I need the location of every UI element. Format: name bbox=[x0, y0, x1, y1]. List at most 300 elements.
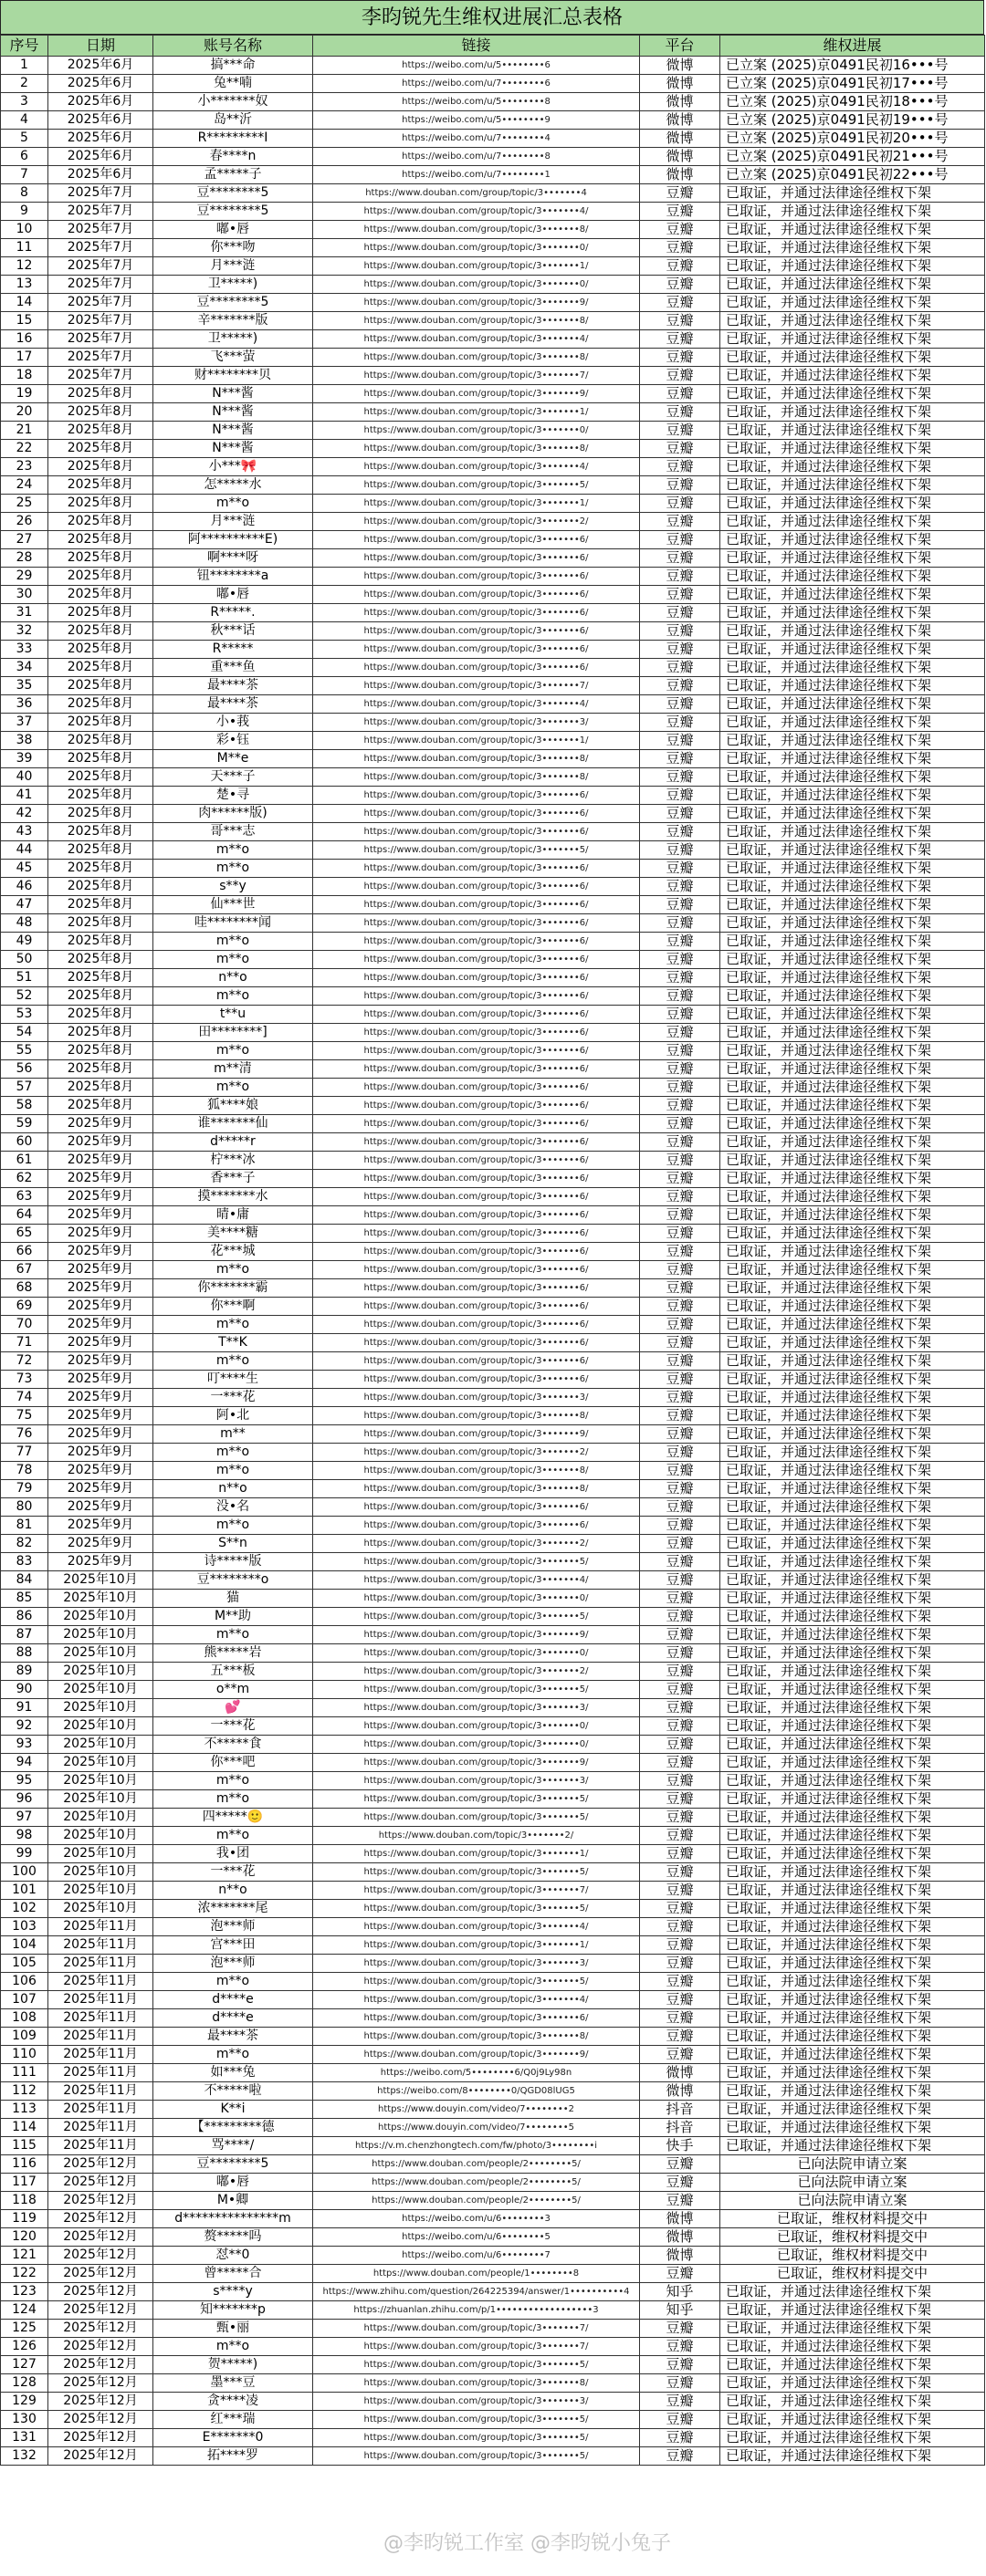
row-date: 2025年8月 bbox=[48, 458, 153, 476]
row-account-name: 豆********5 bbox=[153, 203, 313, 221]
row-index: 58 bbox=[1, 1097, 48, 1115]
row-account-name: 不*****食 bbox=[153, 1736, 313, 1754]
row-link[interactable]: https://www.douban.com/group/topic/3•••••••2/ bbox=[313, 1535, 640, 1553]
row-account-name: 宫***田 bbox=[153, 1936, 313, 1955]
row-progress: 已取证，并通过法律途径维权下架 bbox=[720, 495, 985, 513]
table-row bbox=[1, 841, 985, 860]
row-link[interactable]: https://www.douban.com/group/topic/3•••••••6/ bbox=[313, 1225, 640, 1243]
row-account-name: 花***城 bbox=[153, 1243, 313, 1261]
row-link[interactable]: https://weibo.com/u/6••••••••5 bbox=[313, 2228, 640, 2247]
row-index: 67 bbox=[1, 1261, 48, 1279]
row-date: 2025年7月 bbox=[48, 257, 153, 276]
row-link[interactable]: https://www.douban.com/group/topic/3•••••••5/ bbox=[313, 1900, 640, 1918]
row-progress: 已取证，并通过法律途径维权下架 bbox=[720, 1863, 985, 1882]
row-platform: 豆瓣 bbox=[640, 1188, 720, 1206]
row-link[interactable]: https://www.douban.com/people/2••••••••5/ bbox=[313, 2192, 640, 2210]
row-link[interactable]: https://www.douban.com/group/topic/3•••••••1/ bbox=[313, 1845, 640, 1863]
row-date: 2025年8月 bbox=[48, 622, 153, 641]
table-row bbox=[1, 1170, 985, 1188]
row-account-name: m**o bbox=[153, 495, 313, 513]
row-date: 2025年6月 bbox=[48, 130, 153, 148]
row-link[interactable]: https://www.douban.com/group/topic/3•••••••6/ bbox=[313, 1188, 640, 1206]
row-link[interactable]: https://www.douban.com/group/topic/3•••••••5/ bbox=[313, 1809, 640, 1827]
row-index: 74 bbox=[1, 1389, 48, 1407]
row-link[interactable]: https://www.douban.com/group/topic/3•••••••4/ bbox=[313, 1918, 640, 1936]
row-link[interactable]: https://www.douban.com/group/topic/3•••••••6/ bbox=[313, 1279, 640, 1298]
table-row bbox=[1, 1206, 985, 1225]
row-date: 2025年7月 bbox=[48, 203, 153, 221]
row-progress: 已取证，并通过法律途径维权下架 bbox=[720, 203, 985, 221]
row-link[interactable]: https://www.douban.com/group/topic/3•••••••6/ bbox=[313, 1498, 640, 1517]
row-date: 2025年8月 bbox=[48, 714, 153, 732]
row-link[interactable]: https://weibo.com/u/7••••••••6 bbox=[313, 75, 640, 93]
row-link[interactable]: https://www.douban.com/group/topic/3•••••••1/ bbox=[313, 732, 640, 750]
row-link[interactable]: https://www.douban.com/group/topic/3•••••••5/ bbox=[313, 2447, 640, 2466]
row-progress: 已取证，并通过法律途径维权下架 bbox=[720, 1024, 985, 1042]
row-progress: 已取证，并通过法律途径维权下架 bbox=[720, 1772, 985, 1790]
row-platform: 豆瓣 bbox=[640, 1681, 720, 1699]
row-link[interactable]: https://www.douban.com/group/topic/3•••••••6/ bbox=[313, 823, 640, 841]
row-account-name: 豆********5 bbox=[153, 2155, 313, 2174]
row-date: 2025年9月 bbox=[48, 1371, 153, 1389]
table-row bbox=[1, 312, 985, 330]
row-link[interactable]: https://www.douban.com/group/topic/3•••••••0/ bbox=[313, 1736, 640, 1754]
row-link[interactable]: https://www.douban.com/group/topic/3•••••••0/ bbox=[313, 422, 640, 440]
row-account-name: 嘟•唇 bbox=[153, 586, 313, 604]
row-link[interactable]: https://www.douban.com/group/topic/3•••••••8/ bbox=[313, 2374, 640, 2393]
row-link[interactable]: https://www.douban.com/group/topic/3•••••••4/ bbox=[313, 1991, 640, 2009]
row-account-name: m**o bbox=[153, 1973, 313, 1991]
table-row bbox=[1, 1681, 985, 1699]
row-link[interactable]: https://www.douban.com/topic/3•••••••2/ bbox=[313, 1827, 640, 1845]
row-link[interactable]: https://www.douban.com/group/topic/3•••••••5/ bbox=[313, 476, 640, 495]
row-link[interactable]: https://www.douban.com/group/topic/3•••••••7/ bbox=[313, 1882, 640, 1900]
row-platform: 豆瓣 bbox=[640, 1006, 720, 1024]
row-link[interactable]: https://weibo.com/u/7••••••••1 bbox=[313, 166, 640, 184]
row-progress: 已取证，并通过法律途径维权下架 bbox=[720, 568, 985, 586]
row-platform: 微博 bbox=[640, 130, 720, 148]
row-link[interactable]: https://www.douban.com/group/topic/3•••••••8/ bbox=[313, 349, 640, 367]
row-link[interactable]: https://www.douban.com/group/topic/3•••••••1/ bbox=[313, 1936, 640, 1955]
row-progress: 已立案 (2025)京0491民初20•••号 bbox=[720, 130, 985, 148]
row-link[interactable]: https://www.douban.com/group/topic/3•••••••6/ bbox=[313, 933, 640, 951]
row-index: 42 bbox=[1, 805, 48, 823]
row-account-name: 一***花 bbox=[153, 1389, 313, 1407]
row-account-name: m**o bbox=[153, 1462, 313, 1480]
row-account-name: m**o bbox=[153, 1790, 313, 1809]
table-row bbox=[1, 1955, 985, 1973]
row-progress: 已向法院申请立案 bbox=[720, 2155, 985, 2174]
row-link[interactable]: https://www.douban.com/group/topic/3•••••••1/ bbox=[313, 495, 640, 513]
row-link[interactable]: https://www.douban.com/group/topic/3•••••••3/ bbox=[313, 1772, 640, 1790]
row-platform: 抖音 bbox=[640, 2101, 720, 2119]
row-link[interactable]: https://www.douban.com/group/topic/3•••••••6/ bbox=[313, 1517, 640, 1535]
row-link[interactable]: https://www.douban.com/group/topic/3•••••••9/ bbox=[313, 2046, 640, 2064]
row-index: 119 bbox=[1, 2210, 48, 2228]
row-progress: 已取证，并通过法律途径维权下架 bbox=[720, 440, 985, 458]
table-row bbox=[1, 276, 985, 294]
row-link[interactable]: https://www.douban.com/group/topic/3•••••••6/ bbox=[313, 659, 640, 677]
row-link[interactable]: https://weibo.com/u/7••••••••4 bbox=[313, 130, 640, 148]
table-row bbox=[1, 1772, 985, 1790]
row-link[interactable]: https://www.douban.com/group/topic/3•••••••6/ bbox=[313, 586, 640, 604]
row-index: 128 bbox=[1, 2374, 48, 2393]
row-link[interactable]: https://www.douban.com/group/topic/3•••••••2/ bbox=[313, 513, 640, 531]
row-link[interactable]: https://www.douban.com/group/topic/3•••••••6/ bbox=[313, 641, 640, 659]
row-link[interactable]: https://www.douban.com/group/topic/3•••••••8/ bbox=[313, 440, 640, 458]
row-platform: 豆瓣 bbox=[640, 933, 720, 951]
row-link[interactable]: https://www.douyin.com/video/7••••••••2 bbox=[313, 2101, 640, 2119]
row-link[interactable]: https://weibo.com/u/5••••••••6 bbox=[313, 57, 640, 75]
row-index: 125 bbox=[1, 2320, 48, 2338]
row-platform: 微博 bbox=[640, 2247, 720, 2265]
row-date: 2025年9月 bbox=[48, 1444, 153, 1462]
row-date: 2025年12月 bbox=[48, 2411, 153, 2429]
row-index: 61 bbox=[1, 1152, 48, 1170]
row-link[interactable]: https://www.douban.com/group/topic/3•••••••0/ bbox=[313, 276, 640, 294]
row-index: 124 bbox=[1, 2301, 48, 2320]
table-row bbox=[1, 1407, 985, 1425]
row-link[interactable]: https://www.douyin.com/video/7••••••••5 bbox=[313, 2119, 640, 2137]
row-link[interactable]: https://zhuanlan.zhihu.com/p/1••••••••••••••••••3 bbox=[313, 2301, 640, 2320]
row-date: 2025年10月 bbox=[48, 1681, 153, 1699]
row-link[interactable]: https://www.douban.com/group/topic/3•••••••5/ bbox=[313, 1973, 640, 1991]
row-date: 2025年8月 bbox=[48, 805, 153, 823]
row-account-name: 秋***话 bbox=[153, 622, 313, 641]
row-index: 26 bbox=[1, 513, 48, 531]
row-link[interactable]: https://www.douban.com/group/topic/3•••••••3/ bbox=[313, 714, 640, 732]
table-row bbox=[1, 1991, 985, 2009]
row-index: 54 bbox=[1, 1024, 48, 1042]
row-link[interactable]: https://www.douban.com/group/topic/3•••••••6/ bbox=[313, 1097, 640, 1115]
row-link[interactable]: https://www.douban.com/group/topic/3•••••••6/ bbox=[313, 787, 640, 805]
row-link[interactable]: https://www.douban.com/group/topic/3•••••••6/ bbox=[313, 1042, 640, 1060]
row-link[interactable]: https://www.douban.com/group/topic/3•••••••3/ bbox=[313, 1699, 640, 1717]
row-account-name: 最****茶 bbox=[153, 677, 313, 695]
row-link[interactable]: https://weibo.com/u/6••••••••3 bbox=[313, 2210, 640, 2228]
row-link[interactable]: https://www.douban.com/group/topic/3•••••••6/ bbox=[313, 1079, 640, 1097]
row-progress: 已取证，并通过法律途径维权下架 bbox=[720, 2046, 985, 2064]
row-link[interactable]: https://www.douban.com/group/topic/3•••••••6/ bbox=[313, 604, 640, 622]
row-index: 106 bbox=[1, 1973, 48, 1991]
row-index: 78 bbox=[1, 1462, 48, 1480]
row-link[interactable]: https://www.douban.com/group/topic/3•••••••8/ bbox=[313, 1480, 640, 1498]
row-date: 2025年12月 bbox=[48, 2301, 153, 2320]
row-link[interactable]: https://www.douban.com/group/topic/3•••••••6/ bbox=[313, 969, 640, 987]
row-link[interactable]: https://www.douban.com/group/topic/3•••••••9/ bbox=[313, 294, 640, 312]
row-progress: 已取证，并通过法律途径维权下架 bbox=[720, 2101, 985, 2119]
row-link[interactable]: https://www.douban.com/group/topic/3•••••••7/ bbox=[313, 677, 640, 695]
row-date: 2025年12月 bbox=[48, 2265, 153, 2283]
row-link[interactable]: https://www.douban.com/group/topic/3•••••••4/ bbox=[313, 330, 640, 349]
row-link[interactable]: https://www.douban.com/group/topic/3•••••••6/ bbox=[313, 1352, 640, 1371]
row-platform: 豆瓣 bbox=[640, 1097, 720, 1115]
row-platform: 豆瓣 bbox=[640, 422, 720, 440]
table-row bbox=[1, 2374, 985, 2393]
row-link[interactable]: https://www.douban.com/group/topic/3•••••••6/ bbox=[313, 549, 640, 568]
row-progress: 已取证，并通过法律途径维权下架 bbox=[720, 1152, 985, 1170]
row-progress: 已向法院申请立案 bbox=[720, 2174, 985, 2192]
row-link[interactable]: https://www.douban.com/group/topic/3•••••••5/ bbox=[313, 2411, 640, 2429]
row-progress: 已取证，并通过法律途径维权下架 bbox=[720, 896, 985, 914]
row-link[interactable]: https://www.douban.com/group/topic/3•••••••9/ bbox=[313, 1754, 640, 1772]
row-index: 13 bbox=[1, 276, 48, 294]
row-index: 87 bbox=[1, 1626, 48, 1644]
row-platform: 豆瓣 bbox=[640, 294, 720, 312]
row-link[interactable]: https://www.douban.com/group/topic/3•••••••8/ bbox=[313, 312, 640, 330]
row-link[interactable]: https://www.douban.com/group/topic/3•••••••6/ bbox=[313, 1298, 640, 1316]
row-date: 2025年8月 bbox=[48, 641, 153, 659]
row-progress: 已取证，并通过法律途径维权下架 bbox=[720, 2338, 985, 2356]
row-account-name: m**o bbox=[153, 2046, 313, 2064]
row-index: 14 bbox=[1, 294, 48, 312]
row-link[interactable]: https://www.douban.com/group/topic/3•••••••5/ bbox=[313, 1790, 640, 1809]
row-platform: 豆瓣 bbox=[640, 1115, 720, 1133]
row-link[interactable]: https://www.douban.com/group/topic/3•••••••6/ bbox=[313, 1371, 640, 1389]
table-row bbox=[1, 1900, 985, 1918]
row-link[interactable]: https://www.douban.com/group/topic/3•••••••4 bbox=[313, 184, 640, 203]
row-index: 92 bbox=[1, 1717, 48, 1736]
row-index: 23 bbox=[1, 458, 48, 476]
row-link[interactable]: https://www.douban.com/group/topic/3•••••••6/ bbox=[313, 860, 640, 878]
row-link[interactable]: https://www.douban.com/group/topic/3•••••••9/ bbox=[313, 1626, 640, 1644]
row-account-name: 啊****呀 bbox=[153, 549, 313, 568]
row-date: 2025年10月 bbox=[48, 1827, 153, 1845]
row-link[interactable]: https://www.zhihu.com/question/264225394/answer/1••••••••••4 bbox=[313, 2283, 640, 2301]
row-link[interactable]: https://www.douban.com/group/topic/3•••••••4/ bbox=[313, 695, 640, 714]
row-platform: 豆瓣 bbox=[640, 1991, 720, 2009]
row-date: 2025年8月 bbox=[48, 677, 153, 695]
row-link[interactable]: https://www.douban.com/group/topic/3•••••••9/ bbox=[313, 1425, 640, 1444]
table-row bbox=[1, 1352, 985, 1371]
row-link[interactable]: https://www.douban.com/group/topic/3•••••••6/ bbox=[313, 1170, 640, 1188]
row-link[interactable]: https://www.douban.com/group/topic/3•••••••0/ bbox=[313, 1590, 640, 1608]
row-link[interactable]: https://www.douban.com/group/topic/3•••••••4/ bbox=[313, 203, 640, 221]
row-date: 2025年9月 bbox=[48, 1407, 153, 1425]
row-link[interactable]: https://v.m.chenzhongtech.com/fw/photo/3••••••••i bbox=[313, 2137, 640, 2155]
row-link[interactable]: https://weibo.com/u/5••••••••9 bbox=[313, 111, 640, 130]
row-link[interactable]: https://www.douban.com/group/topic/3•••••••8/ bbox=[313, 768, 640, 787]
row-link[interactable]: https://www.douban.com/group/topic/3•••••••5/ bbox=[313, 1863, 640, 1882]
table-header-row bbox=[1, 36, 985, 57]
table-row bbox=[1, 1571, 985, 1590]
row-date: 2025年8月 bbox=[48, 787, 153, 805]
row-link[interactable]: https://www.douban.com/group/topic/3•••••••1/ bbox=[313, 403, 640, 422]
row-link[interactable]: https://www.douban.com/group/topic/3•••••••6/ bbox=[313, 896, 640, 914]
row-date: 2025年12月 bbox=[48, 2374, 153, 2393]
row-date: 2025年6月 bbox=[48, 111, 153, 130]
table-row bbox=[1, 732, 985, 750]
row-progress: 已取证，并通过法律途径维权下架 bbox=[720, 2064, 985, 2082]
table-row bbox=[1, 476, 985, 495]
row-platform: 豆瓣 bbox=[640, 458, 720, 476]
row-link[interactable]: https://www.douban.com/group/topic/3•••••••4/ bbox=[313, 458, 640, 476]
row-platform: 抖音 bbox=[640, 2119, 720, 2137]
row-link[interactable]: https://www.douban.com/group/topic/3•••••••6/ bbox=[313, 1316, 640, 1334]
row-link[interactable]: https://www.douban.com/people/1••••••••8 bbox=[313, 2265, 640, 2283]
row-link[interactable]: https://www.douban.com/group/topic/3•••••••0/ bbox=[313, 239, 640, 257]
row-platform: 豆瓣 bbox=[640, 1663, 720, 1681]
row-progress: 已取证，并通过法律途径维权下架 bbox=[720, 1608, 985, 1626]
row-account-name: 香***子 bbox=[153, 1170, 313, 1188]
row-account-name: 柠***冰 bbox=[153, 1152, 313, 1170]
row-account-name: d****e bbox=[153, 2009, 313, 2028]
row-link[interactable]: https://weibo.com/u/6••••••••7 bbox=[313, 2247, 640, 2265]
row-index: 93 bbox=[1, 1736, 48, 1754]
row-date: 2025年8月 bbox=[48, 495, 153, 513]
row-account-name: 熊*****岩 bbox=[153, 1644, 313, 1663]
row-link[interactable]: https://www.douban.com/group/topic/3•••••••8/ bbox=[313, 1407, 640, 1425]
row-progress: 已取证，并通过法律途径维权下架 bbox=[720, 914, 985, 933]
row-index: 30 bbox=[1, 586, 48, 604]
row-account-name: 曾*****合 bbox=[153, 2265, 313, 2283]
row-progress: 已取证，并通过法律途径维权下架 bbox=[720, 1845, 985, 1863]
row-progress: 已取证，并通过法律途径维权下架 bbox=[720, 349, 985, 367]
row-link[interactable]: https://weibo.com/u/7••••••••8 bbox=[313, 148, 640, 166]
row-link[interactable]: https://www.douban.com/group/topic/3•••••••6/ bbox=[313, 1115, 640, 1133]
table-body bbox=[1, 57, 985, 2466]
row-date: 2025年12月 bbox=[48, 2393, 153, 2411]
row-platform: 豆瓣 bbox=[640, 1279, 720, 1298]
row-link[interactable]: https://www.douban.com/group/topic/3•••••••6/ bbox=[313, 1133, 640, 1152]
row-progress: 已取证，并通过法律途径维权下架 bbox=[720, 531, 985, 549]
row-link[interactable]: https://www.douban.com/group/topic/3•••••••0/ bbox=[313, 1717, 640, 1736]
row-link[interactable]: https://www.douban.com/group/topic/3•••••••8/ bbox=[313, 1462, 640, 1480]
row-index: 10 bbox=[1, 221, 48, 239]
row-index: 60 bbox=[1, 1133, 48, 1152]
row-link[interactable]: https://www.douban.com/group/topic/3•••••••5/ bbox=[313, 1681, 640, 1699]
row-link[interactable]: https://www.douban.com/group/topic/3•••••••5/ bbox=[313, 1553, 640, 1571]
header-index: 序号 bbox=[1, 36, 48, 57]
row-platform: 微博 bbox=[640, 2082, 720, 2101]
row-account-name: 谁*******仙 bbox=[153, 1115, 313, 1133]
row-link[interactable]: https://www.douban.com/group/topic/3•••••••7/ bbox=[313, 2320, 640, 2338]
row-index: 3 bbox=[1, 93, 48, 111]
row-index: 127 bbox=[1, 2356, 48, 2374]
row-link[interactable]: https://www.douban.com/group/topic/3•••••••6/ bbox=[313, 568, 640, 586]
row-platform: 豆瓣 bbox=[640, 1827, 720, 1845]
row-account-name: 猫 bbox=[153, 1590, 313, 1608]
table-row bbox=[1, 2028, 985, 2046]
row-link[interactable]: https://weibo.com/u/5••••••••8 bbox=[313, 93, 640, 111]
row-link[interactable]: https://www.douban.com/group/topic/3•••••••3/ bbox=[313, 2393, 640, 2411]
row-index: 46 bbox=[1, 878, 48, 896]
row-link[interactable]: https://www.douban.com/group/topic/3•••••••5/ bbox=[313, 1608, 640, 1626]
table-row bbox=[1, 1042, 985, 1060]
row-link[interactable]: https://www.douban.com/group/topic/3•••••••6/ bbox=[313, 1006, 640, 1024]
row-link[interactable]: https://www.douban.com/group/topic/3•••••••6/ bbox=[313, 1152, 640, 1170]
row-progress: 已取证，并通过法律途径维权下架 bbox=[720, 1936, 985, 1955]
table-row bbox=[1, 1936, 985, 1955]
row-link[interactable]: https://www.douban.com/group/topic/3•••••••6/ bbox=[313, 2009, 640, 2028]
row-date: 2025年9月 bbox=[48, 1133, 153, 1152]
row-link[interactable]: https://www.douban.com/group/topic/3•••••••8/ bbox=[313, 221, 640, 239]
row-link[interactable]: https://www.douban.com/group/topic/3•••••••6/ bbox=[313, 878, 640, 896]
row-platform: 豆瓣 bbox=[640, 1206, 720, 1225]
table-row bbox=[1, 1243, 985, 1261]
row-link[interactable]: https://www.douban.com/group/topic/3•••••••2/ bbox=[313, 1444, 640, 1462]
table-row bbox=[1, 549, 985, 568]
row-index: 64 bbox=[1, 1206, 48, 1225]
row-account-name: 【*********德 bbox=[153, 2119, 313, 2137]
row-platform: 豆瓣 bbox=[640, 586, 720, 604]
row-date: 2025年8月 bbox=[48, 586, 153, 604]
row-link[interactable]: https://www.douban.com/group/topic/3•••••••8/ bbox=[313, 750, 640, 768]
table-row bbox=[1, 2393, 985, 2411]
row-index: 45 bbox=[1, 860, 48, 878]
row-account-name: R***** bbox=[153, 641, 313, 659]
row-link[interactable]: https://www.douban.com/group/topic/3•••••••1/ bbox=[313, 257, 640, 276]
row-index: 20 bbox=[1, 403, 48, 422]
row-link[interactable]: https://www.douban.com/group/topic/3•••••••6/ bbox=[313, 1206, 640, 1225]
row-date: 2025年11月 bbox=[48, 2028, 153, 2046]
row-progress: 已取证，并通过法律途径维权下架 bbox=[720, 1626, 985, 1644]
row-date: 2025年7月 bbox=[48, 330, 153, 349]
row-link[interactable]: https://www.douban.com/group/topic/3•••••••6/ bbox=[313, 914, 640, 933]
row-link[interactable]: https://www.douban.com/group/topic/3•••••••6/ bbox=[313, 987, 640, 1006]
row-link[interactable]: https://www.douban.com/group/topic/3•••••••6/ bbox=[313, 1334, 640, 1352]
table-row bbox=[1, 330, 985, 349]
table-row bbox=[1, 2046, 985, 2064]
row-date: 2025年12月 bbox=[48, 2155, 153, 2174]
row-index: 66 bbox=[1, 1243, 48, 1261]
row-link[interactable]: https://www.douban.com/group/topic/3•••••••4/ bbox=[313, 1571, 640, 1590]
row-link[interactable]: https://www.douban.com/group/topic/3•••••••6/ bbox=[313, 805, 640, 823]
row-index: 4 bbox=[1, 111, 48, 130]
row-link[interactable]: https://www.douban.com/group/topic/3•••••••2/ bbox=[313, 1663, 640, 1681]
row-link[interactable]: https://www.douban.com/group/topic/3•••••••5/ bbox=[313, 2356, 640, 2374]
row-link[interactable]: https://www.douban.com/group/topic/3•••••••3/ bbox=[313, 1389, 640, 1407]
row-link[interactable]: https://www.douban.com/group/topic/3•••••••5/ bbox=[313, 841, 640, 860]
row-account-name: M**e bbox=[153, 750, 313, 768]
row-index: 121 bbox=[1, 2247, 48, 2265]
table-row bbox=[1, 403, 985, 422]
row-link[interactable]: https://www.douban.com/group/topic/3•••••••6/ bbox=[313, 531, 640, 549]
row-link[interactable]: https://www.douban.com/group/topic/3•••••••8/ bbox=[313, 2028, 640, 2046]
row-platform: 微博 bbox=[640, 2064, 720, 2082]
row-link[interactable]: https://weibo.com/5••••••••6/Q0j9Ly98n bbox=[313, 2064, 640, 2082]
row-link[interactable]: https://www.douban.com/people/2••••••••5/ bbox=[313, 2155, 640, 2174]
row-progress: 已取证，并通过法律途径维权下架 bbox=[720, 1462, 985, 1480]
row-link[interactable]: https://weibo.com/8••••••••0/QGD08lUG5 bbox=[313, 2082, 640, 2101]
row-link[interactable]: https://www.douban.com/group/topic/3•••••••6/ bbox=[313, 1243, 640, 1261]
table-row bbox=[1, 221, 985, 239]
row-progress: 已取证，并通过法律途径维权下架 bbox=[720, 1042, 985, 1060]
row-link[interactable]: https://www.douban.com/group/topic/3•••••••9/ bbox=[313, 385, 640, 403]
row-link[interactable]: https://www.douban.com/group/topic/3•••••••6/ bbox=[313, 1060, 640, 1079]
row-platform: 豆瓣 bbox=[640, 1717, 720, 1736]
row-progress: 已取证，并通过法律途径维权下架 bbox=[720, 2374, 985, 2393]
row-account-name: 肉******版) bbox=[153, 805, 313, 823]
row-link[interactable]: https://www.douban.com/group/topic/3•••••••6/ bbox=[313, 951, 640, 969]
row-link[interactable]: https://www.douban.com/group/topic/3•••••••0/ bbox=[313, 1644, 640, 1663]
row-link[interactable]: https://www.douban.com/group/topic/3•••••••6/ bbox=[313, 622, 640, 641]
row-account-name: K**i bbox=[153, 2101, 313, 2119]
row-link[interactable]: https://www.douban.com/group/topic/3•••••••7/ bbox=[313, 367, 640, 385]
row-progress: 已取证，并通过法律途径维权下架 bbox=[720, 458, 985, 476]
row-link[interactable]: https://www.douban.com/group/topic/3•••••••7/ bbox=[313, 2338, 640, 2356]
row-link[interactable]: https://www.douban.com/group/topic/3•••••••3/ bbox=[313, 1955, 640, 1973]
row-link[interactable]: https://www.douban.com/group/topic/3•••••••5/ bbox=[313, 2429, 640, 2447]
row-index: 88 bbox=[1, 1644, 48, 1663]
row-index: 90 bbox=[1, 1681, 48, 1699]
row-progress: 已取证，并通过法律途径维权下架 bbox=[720, 312, 985, 330]
row-progress: 已取证，并通过法律途径维权下架 bbox=[720, 1754, 985, 1772]
row-link[interactable]: https://www.douban.com/people/2••••••••5/ bbox=[313, 2174, 640, 2192]
row-link[interactable]: https://www.douban.com/group/topic/3•••••••6/ bbox=[313, 1261, 640, 1279]
row-link[interactable]: https://www.douban.com/group/topic/3•••••••6/ bbox=[313, 1024, 640, 1042]
row-date: 2025年10月 bbox=[48, 1717, 153, 1736]
